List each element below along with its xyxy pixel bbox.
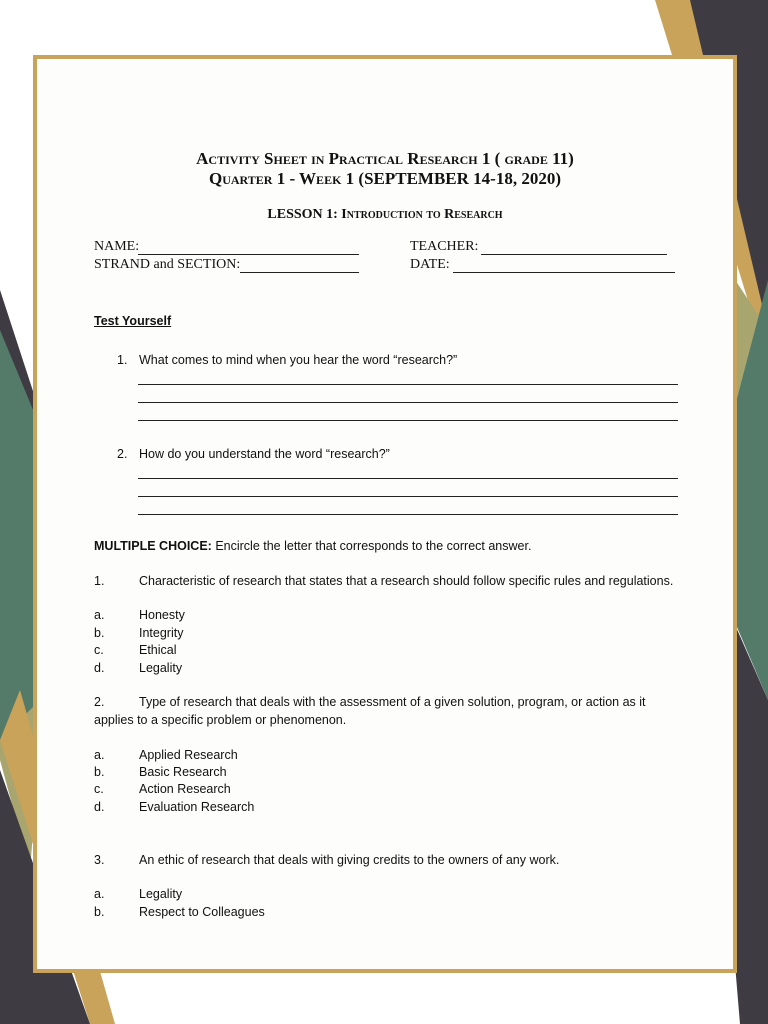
answer-line[interactable] <box>138 514 678 515</box>
multiple-choice-text: Encircle the letter that corresponds to the correct answer. <box>215 539 532 553</box>
mc-question-2-text-line2: applies to a specific problem or phenomenon. <box>94 713 347 727</box>
mc-question-2-text-line1: Type of research that deals with the assessment of a given solution, program, or action as it <box>139 695 646 709</box>
option-letter[interactable]: c. <box>94 782 104 796</box>
option-letter[interactable]: a. <box>94 887 105 901</box>
option-letter[interactable]: b. <box>94 905 105 919</box>
option-text: Applied Research <box>139 748 238 762</box>
mc-question-3-number: 3. <box>94 853 105 867</box>
date-label: DATE: <box>410 257 450 272</box>
mc-question-2-number: 2. <box>94 695 105 709</box>
sheet-title: Activity Sheet in Practical Research 1 ( grade 11) <box>196 149 574 168</box>
name-field-line[interactable] <box>138 254 359 255</box>
multiple-choice-instruction <box>94 539 531 553</box>
name-label: NAME: <box>94 239 140 254</box>
test-yourself-heading: Test Yourself <box>94 314 172 328</box>
option-letter[interactable]: c. <box>94 643 104 657</box>
answer-line[interactable] <box>138 496 678 497</box>
answer-line[interactable] <box>138 402 678 403</box>
open-question-1-number: 1. <box>117 353 128 367</box>
open-question-1: What comes to mind when you hear the word “research?” <box>139 353 458 367</box>
strand-section-label: STRAND and SECTION: <box>94 257 241 272</box>
option-text: Legality <box>139 661 183 675</box>
option-letter[interactable]: b. <box>94 626 105 640</box>
strand-section-field-line[interactable] <box>240 272 359 273</box>
option-letter[interactable]: b. <box>94 765 105 779</box>
date-field-line[interactable] <box>453 272 675 273</box>
option-letter[interactable]: a. <box>94 608 105 622</box>
activity-sheet <box>33 55 737 973</box>
teacher-field-line[interactable] <box>481 254 667 255</box>
option-text: Action Research <box>139 782 231 796</box>
option-text: Integrity <box>139 626 184 640</box>
mc-question-3-text: An ethic of research that deals with giving credits to the owners of any work. <box>139 853 560 867</box>
option-letter[interactable]: a. <box>94 748 105 762</box>
open-question-2-number: 2. <box>117 447 128 461</box>
lesson-title: LESSON 1: Introduction to Research <box>267 207 503 222</box>
option-text: Legality <box>139 887 183 901</box>
option-letter[interactable]: d. <box>94 800 105 814</box>
answer-line[interactable] <box>138 478 678 479</box>
sheet-subtitle: Quarter 1 - Week 1 (SEPTEMBER 14-18, 2020) <box>208 169 561 188</box>
open-question-2: How do you understand the word “research?” <box>139 447 390 461</box>
option-text: Basic Research <box>139 765 227 779</box>
teacher-label: TEACHER: <box>410 239 479 254</box>
answer-line[interactable] <box>138 420 678 421</box>
multiple-choice-label: MULTIPLE CHOICE: <box>94 539 212 553</box>
option-text: Evaluation Research <box>139 800 255 814</box>
option-text: Honesty <box>139 608 185 622</box>
option-text: Respect to Colleagues <box>139 905 265 919</box>
mc-question-1-number: 1. <box>94 574 105 588</box>
option-text: Ethical <box>139 643 177 657</box>
option-letter[interactable]: d. <box>94 661 105 675</box>
mc-question-1-text: Characteristic of research that states that a research should follow specific rules and regulations. <box>139 574 674 588</box>
answer-line[interactable] <box>138 384 678 385</box>
